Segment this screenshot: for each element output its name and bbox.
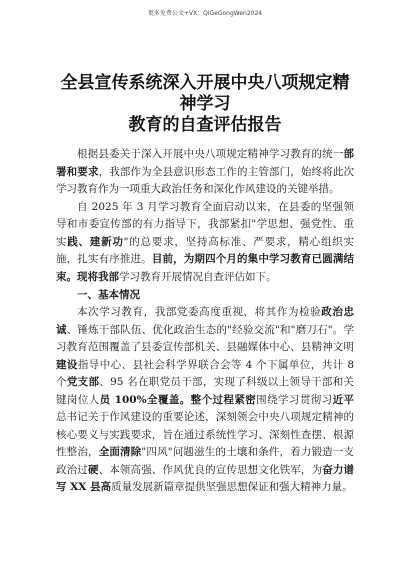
text-run: 、95 名在职党员干部，实现了科级以上领导干部和关键岗位人 [56,376,355,406]
text-run: 根据县委关于深入开展中央八项规定精神学习教育的统一 [77,148,344,160]
header-note: 更多免费公文+VX：QiGeGongWen2024 [147,10,263,17]
section-heading-basic: 一、基本情况 [77,289,140,301]
title-line-1: 全县宣传系统深入开展中央八项规定精神学习 [60,73,350,114]
text-run-bold: 部署和要求 [56,148,354,178]
text-run-bold: 践、建新功 [67,235,124,248]
text-run: 本次学习教育，我部党委高度重视，将其作为检验 [77,306,322,318]
document-title [56,73,354,136]
text-run-bold: 建设 [56,358,78,371]
text-run: ，我部作为全县意识形态工作的主管部门，始终将此次学习教育作为一项重大政治任务和深化作风建设的关键举措。 [56,165,355,195]
text-run: 总书记关于作风建设的重要论述，深刻领会中央八项规定精神的核心要义与实践要求，旨在通过系统性学习、深刻性查摆、根源性整治， [56,411,354,458]
text-run-bold: 奋力谱写 XX 县高 [56,463,355,493]
text-run-bold: 全面清除 [98,446,142,458]
paragraph-basic-situation [56,304,354,497]
title-line-2: 教育的自查评估报告 [128,115,282,135]
paragraph-progress [56,199,354,287]
text-run-bold: 政治忠诚 [56,306,355,336]
text-run: 自 2025 年 3 月学习教育全面启动以来，在县委的坚强领导和市委宣传部的有力指导下，我部紧扣"学思想、强党性、重实 [56,200,354,248]
text-run: 学习教育开展情况自查评估如下。 [119,270,277,283]
text-run-bold: 近平 [332,393,355,406]
text-run: 、锤炼干部队伍、优化政治生态的"经验交流"和"磨刀石"。学习教育范围覆盖了县委宣传部机关、县融媒体中心、县精神文明 [56,323,354,353]
text-run-bold: 党支部 [66,376,100,388]
paragraph-intro [56,146,354,199]
text-run: "四风"问题滋生的土壤和条件，着力锻造一支政治过 [56,446,355,476]
text-run: 围绕学习贯彻习 [256,393,333,406]
text-run-bold: 硬 [87,463,99,476]
text-run: "的总要求，坚持高标准、严要求，精心组织实施，扎实有序推进。 [56,235,355,265]
text-run: 质量发展新篇章提供坚强思想保证和强大精神力量。 [111,481,353,493]
text-run-bold: 目前，为期四个月的集中学习教育已圆满结束。现将我部 [56,253,355,283]
text-run: 指导中心、县社会科学界联合会等 4 个下属单位，共计 8 个 [56,358,355,388]
document-body [56,73,354,497]
text-run-bold: 员 100%全覆盖。整个过程紧密 [99,393,257,406]
text-run: 、本领高强、作风优良的宣传思想文化铁军，为 [98,463,323,476]
